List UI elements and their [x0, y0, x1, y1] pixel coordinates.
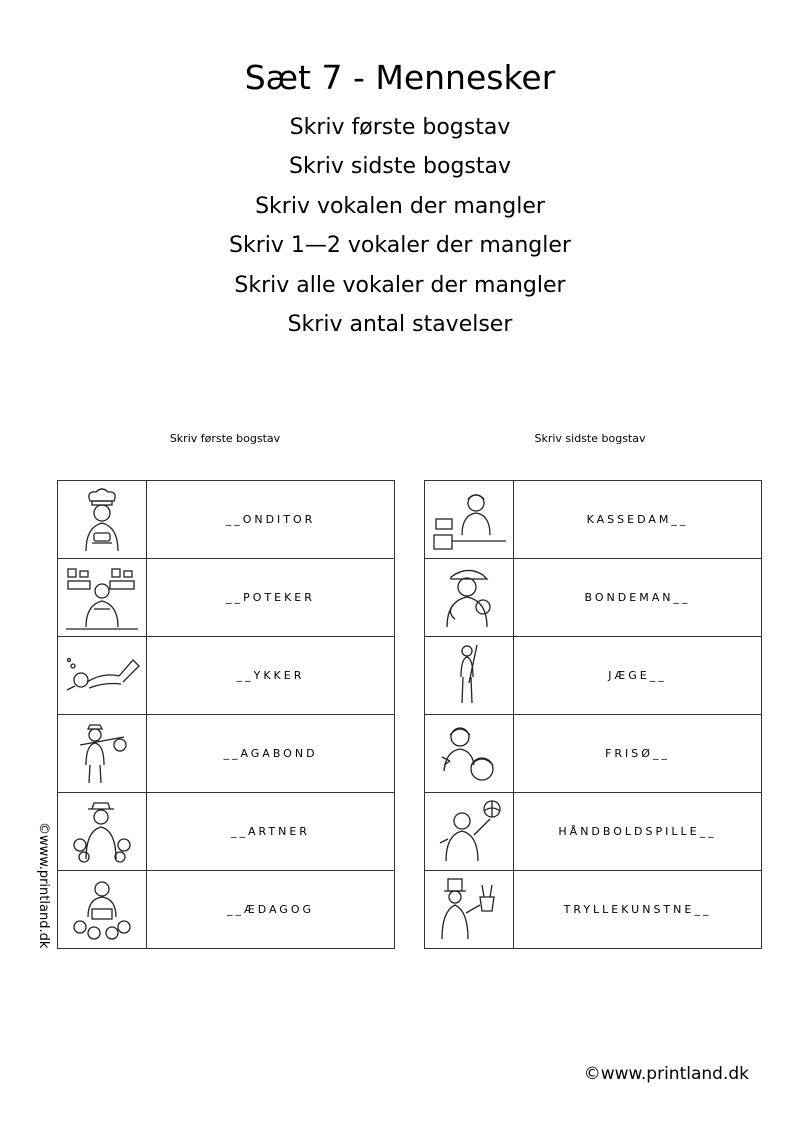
task-item: Skriv vokalen der mangler: [255, 193, 545, 219]
side-credit: ©www.printland.dk: [36, 822, 51, 949]
picture-cell: [425, 871, 514, 949]
word-cell: __AGABOND: [147, 715, 395, 793]
picture-cell: [58, 559, 147, 637]
word-cell: JÆGE__: [514, 637, 762, 715]
word-cell: __ARTNER: [147, 793, 395, 871]
gardener-icon: [70, 799, 134, 865]
table-row: [58, 793, 395, 871]
page-title: Sæt 7 - Mennesker: [244, 58, 556, 97]
table-row: [58, 559, 395, 637]
word-cell: KASSEDAM__: [514, 481, 762, 559]
cashier-icon: [430, 489, 508, 551]
task-item: Skriv 1—2 vokaler der mangler: [229, 233, 571, 259]
task-item: Skriv sidste bogstav: [288, 154, 511, 180]
pharmacist-icon: [64, 565, 140, 631]
table-row: [425, 481, 762, 559]
picture-cell: [58, 637, 147, 715]
picture-cell: [58, 715, 147, 793]
picture-cell: [58, 481, 147, 559]
word-cell: TRYLLEKUNSTNE__: [514, 871, 762, 949]
task-item: Skriv første bogstav: [289, 115, 511, 140]
teacher-icon: [70, 877, 134, 943]
vagabond-icon: [72, 721, 132, 787]
word-cell: __ÆDAGOG: [147, 871, 395, 949]
task-item: Skriv antal stavelser: [287, 311, 513, 337]
footer-credit: ©www.printland.dk: [583, 1064, 749, 1084]
hunter-icon: [449, 643, 489, 709]
picture-cell: [58, 871, 147, 949]
table-row: [425, 637, 762, 715]
word-cell: BONDEMAN__: [514, 559, 762, 637]
table-row: [425, 715, 762, 793]
word-cell: HÅNDBOLDSPILLE__: [514, 793, 762, 871]
farmer-icon: [437, 565, 501, 631]
left-sheet-heading: Skriv første bogstav: [169, 432, 281, 445]
handball-player-icon: [436, 799, 502, 865]
diver-icon: [63, 646, 141, 706]
table-row: [58, 481, 395, 559]
table-row: [58, 715, 395, 793]
right-worksheet: [424, 480, 762, 949]
hairdresser-icon: [436, 721, 502, 787]
word-cell: FRISØ__: [514, 715, 762, 793]
task-list: [0, 108, 800, 344]
task-item: Skriv alle vokaler der mangler: [234, 272, 566, 298]
right-sheet-heading: Skriv sidste bogstav: [534, 432, 646, 445]
word-cell: __ONDITOR: [147, 481, 395, 559]
picture-cell: [425, 559, 514, 637]
table-row: [425, 871, 762, 949]
pastry-chef-icon: [72, 487, 132, 553]
word-cell: __YKKER: [147, 637, 395, 715]
picture-cell: [425, 637, 514, 715]
left-worksheet: [57, 480, 395, 949]
table-row: [58, 637, 395, 715]
picture-cell: [58, 793, 147, 871]
table-row: [425, 793, 762, 871]
picture-cell: [425, 715, 514, 793]
picture-cell: [425, 793, 514, 871]
word-cell: __POTEKER: [147, 559, 395, 637]
picture-cell: [425, 481, 514, 559]
table-row: [425, 559, 762, 637]
magician-icon: [434, 877, 504, 943]
table-row: [58, 871, 395, 949]
